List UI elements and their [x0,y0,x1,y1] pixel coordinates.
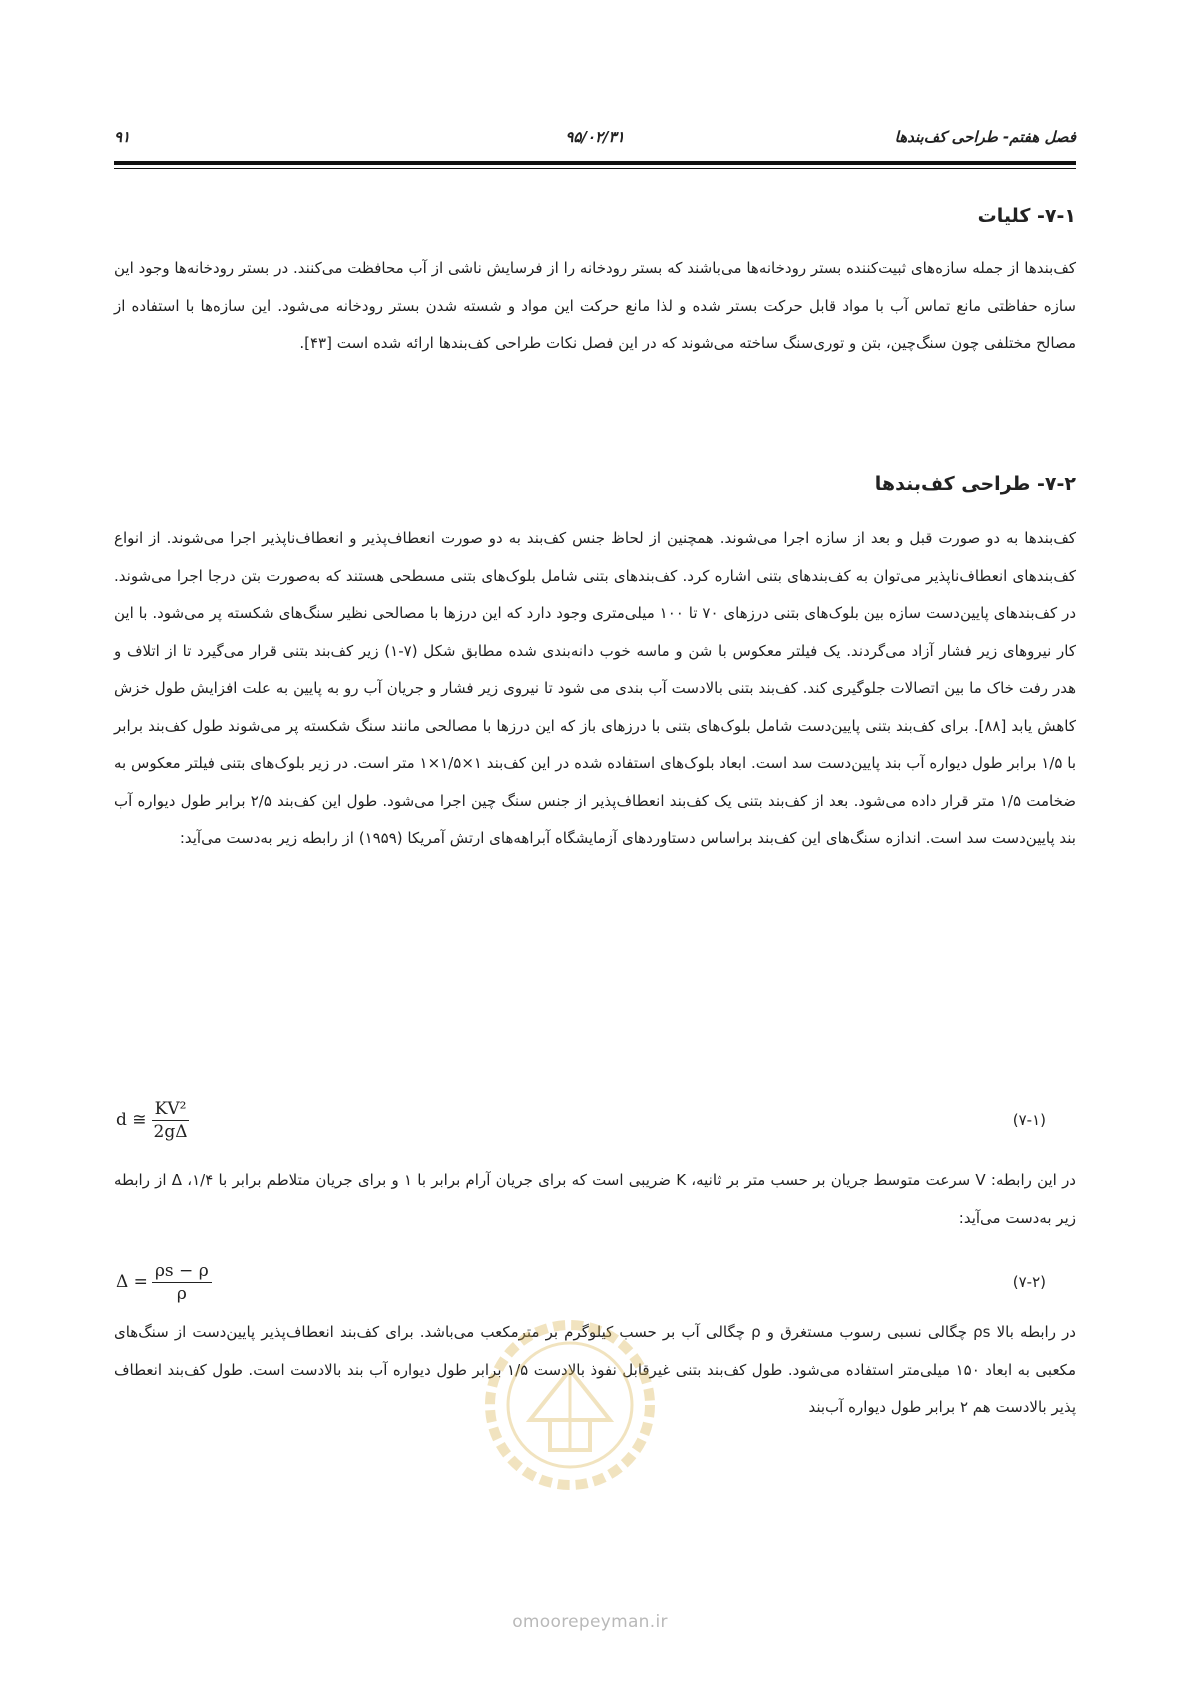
section-1-heading: ۷-۱- کلیات [977,205,1076,227]
equation-1-denominator: 2gΔ [153,1121,188,1142]
equation-2-formula [116,1252,212,1312]
equation-2-numerator: ρs − ρ [152,1260,212,1283]
section-2-heading: ۷-۲- طراحی کف‌بندها [874,473,1076,495]
header-date: ۹۵/۰۲/۳۱ [565,128,625,146]
section-1-paragraph: کف‌بندها از جمله سازه‌های ثبیت‌کننده بستر رودخانه‌ها می‌باشند که بستر رودخانه را از فرسایش ناشی از آب محافظت می‌کنند. در بستر رودخانه‌ها وجود این سازه حفاظتی مانع تماس آب با مواد قابل حرکت بستر شده و لذا مانع حرکت این مواد و شسته شدن بستر رودخانه می‌شود. این سازه‌ها با استفاده از مصالح مختلفی چون سنگ‌چین، بتن و توری‌سنگ ساخته می‌شوند که در این فصل نکات طراحی کف‌بندها ارائه شده است [۴۳]. [114,259,1076,352]
watermark-logo-icon [470,1310,670,1500]
equation-2-fraction [152,1260,212,1305]
page-number: ۹۱ [114,128,131,146]
page-header [114,128,1076,152]
equation-1-lhs: d ≅ [116,1110,147,1130]
equation-1-formula [116,1090,191,1150]
watermark-text: omoorepeyman.ir [512,1612,668,1632]
equation-1 [114,1090,1076,1150]
equation-1-explanation: در این رابطه: V سرعت متوسط جریان بر حسب متر بر ثانیه، K ضریبی است که برای جریان آرام برابر با ۱ و برای جریان متلاطم برابر با ۱/۴، Δ از رابطه زیر به‌دست می‌آید: [114,1171,1076,1227]
equation-2-lhs: Δ = [116,1272,148,1292]
header-rule-thin [114,168,1076,169]
equation-2 [114,1252,1076,1312]
section-2-paragraph: کف‌بندها به دو صورت قبل و بعد از سازه اجرا می‌شوند. همچنین از لحاظ جنس کف‌بند به دو صورت انعطاف‌پذیر و انعطاف‌ناپذیر اجرا می‌شوند. از انواع کف‌بندهای انعطاف‌ناپذیر می‌توان به کف‌بندهای بتنی اشاره کرد. کف‌بندهای بتنی شامل بلوک‌های بتنی مسطحی هستند که به‌صورت بتن درجا اجرا می‌شوند. در کف‌بندهای پایین‌دست سازه بین بلوک‌های بتنی درزهای ۷۰ تا ۱۰۰ میلی‌متری وجود دارد که این درزها با مصالحی نظیر سنگ‌های شکسته پر می‌شود. با این کار نیروهای زیر فشار آزاد می‌گردند. یک فیلتر معکوس با شن و ماسه خوب دانه‌بندی شده مطابق شکل (۷-۱) زیر کف‌بند بتنی قرار می‌گیرد تا از اتلاف و هدر رفت خاک ما بین اتصالات جلوگیری کند. کف‌بند بتنی بالادست آب بندی می شود تا نیروی زیر فشار و جریان آب رو به پایین به علت افزایش طول خزش کاهش یابد [۸۸]. برای کف‌بند بتنی پایین‌دست شامل بلوک‌های بتنی با درزهای باز که این درزها با مصالحی مانند سنگ شکسته پر می‌شوند طول کف‌بند برابر با ۱/۵ برابر طول دیواره آب بند پایین‌دست سد است. ابعاد بلوک‌های استفاده شده در این کف‌بند ۱×۱/۵×۱ متر است. در زیر بلوک‌های بتنی فیلتر معکوس به ضخامت ۱/۵ متر قرار داده می‌شود. بعد از کف‌بند بتنی یک کف‌بند انعطاف‌پذیر از جنس سنگ چین اجرا می‌شود. طول این کف‌بند ۲/۵ برابر طول دیواره آب بند پایین‌دست سد است. اندازه سنگ‌های این کف‌بند براساس دستاوردهای آزمایشگاه آبراهه‌های ارتش آمریکا (۱۹۵۹) از رابطه زیر به‌دست می‌آید: [114,529,1077,847]
equation-2-number: (۷-۲) [1012,1273,1046,1291]
equation-1-numerator: KV² [152,1098,190,1121]
chapter-title: فصل هفتم- طراحی کف‌بندها [894,128,1076,146]
header-rule-thick [114,161,1076,165]
equation-2-explanation: در رابطه بالا ρs چگالی نسبی رسوب مستغرق و ρ چگالی آب بر حسب کیلوگرم بر مترمکعب می‌باشد. برای کف‌بند انعطاف‌پذیر پایین‌دست از سنگ‌های مکعبی به ابعاد ۱۵۰ میلی‌متر استفاده می‌شود. طول کف‌بند بتنی غیرقابل نفوذ بالادست ۱/۵ برابر طول دیواره آب بند بالادست است. طول کف‌بند انعطاف پذیر بالادست هم ۲ برابر طول دیواره آب‌بند [114,1323,1077,1416]
equation-1-fraction [151,1098,191,1143]
equation-1-number: (۷-۱) [1012,1111,1046,1129]
equation-2-denominator: ρ [176,1283,187,1304]
